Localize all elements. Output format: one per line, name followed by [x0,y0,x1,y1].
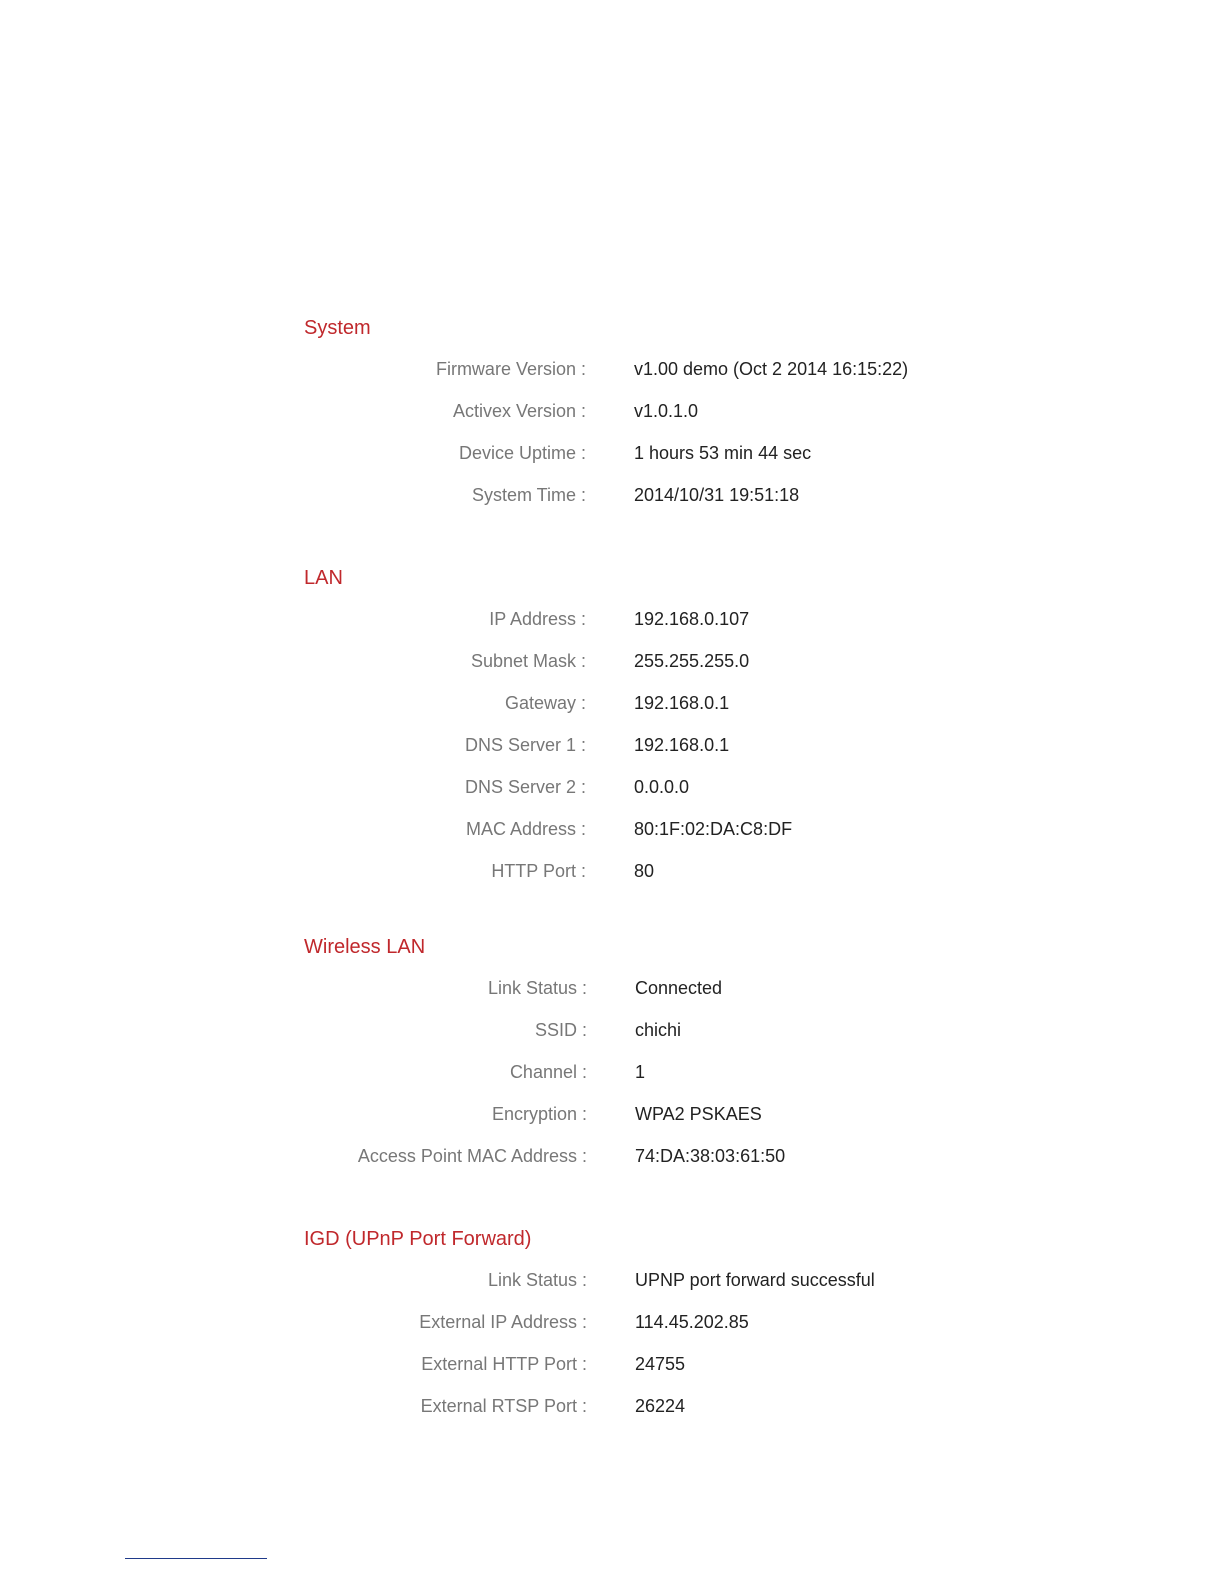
lan-info-list [0,608,1224,902]
mac-address-label: MAC Address : [465,819,586,839]
external-ip-address-value: 114.45.202.85 [635,1312,749,1332]
subnet-mask-row [0,650,1224,692]
ap-mac-address-label: Access Point MAC Address : [357,1146,587,1166]
dns-server-1-row [0,734,1224,776]
external-http-port-label: External HTTP Port : [421,1354,587,1374]
ip-address-value: 192.168.0.107 [634,609,750,629]
http-port-label: HTTP Port : [491,861,586,881]
activex-version-row [0,400,1224,442]
wireless-lan-section-title: Wireless LAN [304,936,426,958]
encryption-value: WPA2 PSKAES [635,1104,762,1124]
system-time-value: 2014/10/31 19:51:18 [634,485,800,505]
encryption-label: Encryption : [491,1104,587,1124]
gateway-label: Gateway : [504,693,586,713]
device-uptime-row [0,442,1224,484]
igd-link-status-row [0,1269,1224,1311]
firmware-version-row [0,358,1224,400]
channel-label: Channel : [509,1062,587,1082]
http-port-value: 80 [634,861,655,881]
ssid-row [0,1019,1224,1061]
mac-address-row [0,818,1224,860]
channel-value: 1 [635,1062,646,1082]
igd-link-status-label: Link Status : [487,1270,587,1290]
subnet-mask-label: Subnet Mask : [470,651,586,671]
wireless-lan-info-list [0,977,1224,1187]
dns-server-1-value: 192.168.0.1 [634,735,730,755]
ip-address-label: IP Address : [489,609,586,629]
ap-mac-address-value: 74:DA:38:03:61:50 [635,1146,786,1166]
system-time-row [0,484,1224,526]
activex-version-label: Activex Version : [452,401,586,421]
ip-address-row [0,608,1224,650]
dns-server-1-label: DNS Server 1 : [464,735,586,755]
wlan-link-status-row [0,977,1224,1019]
wlan-link-status-value: Connected [635,978,723,998]
device-uptime-label: Device Uptime : [458,443,586,463]
encryption-row [0,1103,1224,1145]
system-time-label: System Time : [471,485,586,505]
firmware-version-label: Firmware Version : [435,359,586,379]
system-section-title: System [304,317,371,339]
ap-mac-address-row [0,1145,1224,1187]
firmware-version-value: v1.00 demo (Oct 2 2014 16:15:22) [634,359,909,379]
device-uptime-value: 1 hours 53 min 44 sec [634,443,812,463]
activex-version-value: v1.0.1.0 [634,401,699,421]
external-rtsp-port-value: 26224 [635,1396,686,1416]
ssid-label: SSID : [534,1020,587,1040]
external-http-port-value: 24755 [635,1354,686,1374]
external-rtsp-port-row [0,1395,1224,1437]
external-ip-address-row [0,1311,1224,1353]
system-info-list [0,358,1224,526]
dns-server-2-row [0,776,1224,818]
igd-info-list [0,1269,1224,1437]
channel-row [0,1061,1224,1103]
external-ip-address-label: External IP Address : [419,1312,587,1332]
footnote-divider [125,1558,267,1559]
http-port-row [0,860,1224,902]
external-http-port-row [0,1353,1224,1395]
dns-server-2-label: DNS Server 2 : [464,777,586,797]
gateway-value: 192.168.0.1 [634,693,730,713]
igd-section-title: IGD (UPnP Port Forward) [304,1228,532,1250]
igd-link-status-value: UPNP port forward successful [635,1270,875,1290]
wlan-link-status-label: Link Status : [487,978,587,998]
dns-server-2-value: 0.0.0.0 [634,777,690,797]
lan-section-title: LAN [304,567,343,589]
subnet-mask-value: 255.255.255.0 [634,651,750,671]
mac-address-value: 80:1F:02:DA:C8:DF [634,819,793,839]
external-rtsp-port-label: External RTSP Port : [420,1396,587,1416]
ssid-value: chichi [635,1020,682,1040]
gateway-row [0,692,1224,734]
